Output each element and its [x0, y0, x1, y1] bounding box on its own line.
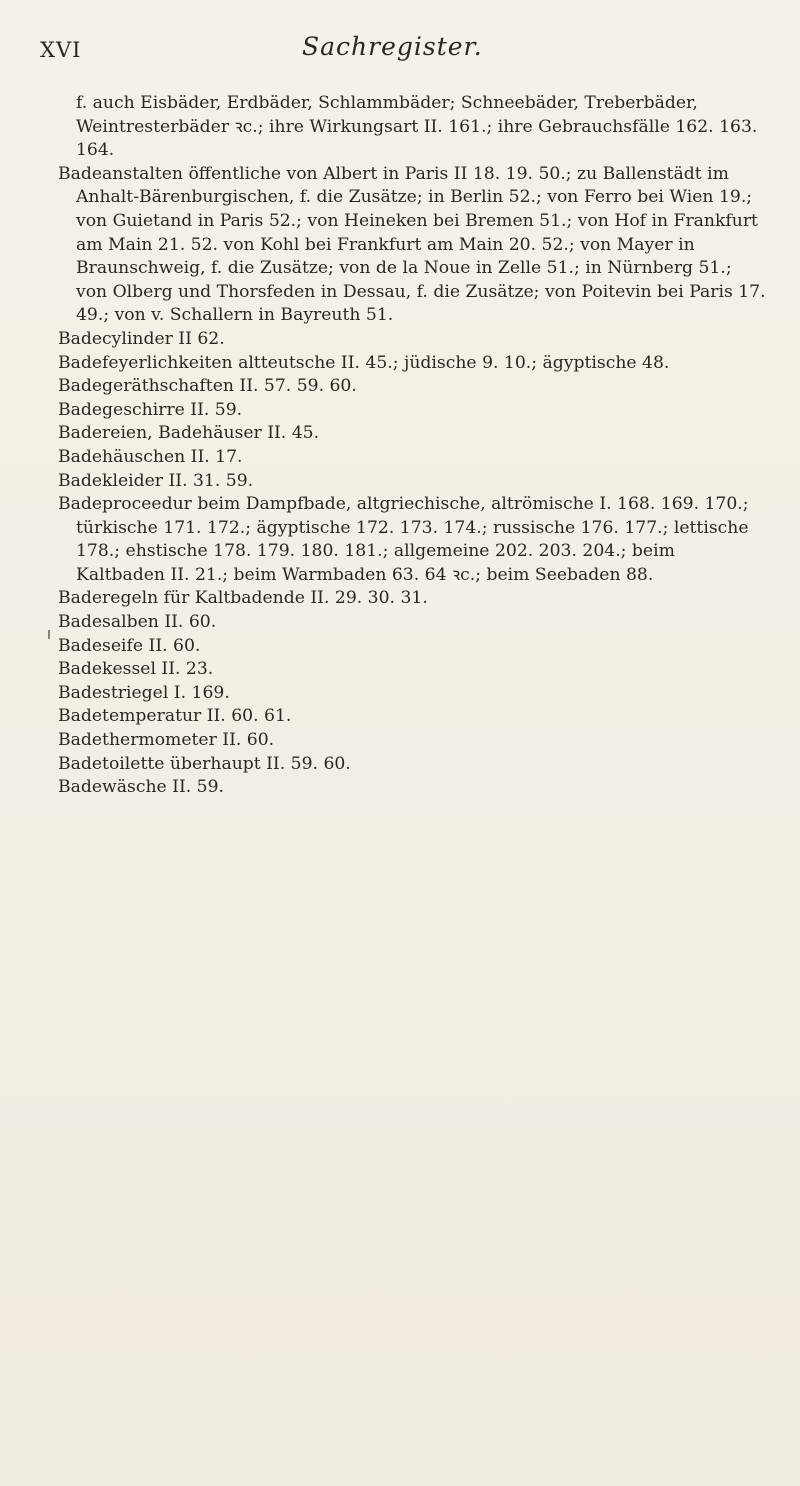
- index-entry: Badethermometer II. 60.: [58, 730, 275, 751]
- margin-mark: [48, 630, 50, 639]
- page-header: [40, 28, 760, 68]
- index-entry: Badekleider II. 31. 59.: [58, 470, 254, 491]
- index-entry: Badestriegel I. 169.: [58, 682, 230, 703]
- index-entry: Badehäuschen II. 17.: [58, 446, 243, 467]
- index-entry: Badereien, Badehäuser II. 45.: [58, 423, 320, 444]
- index-entry: Badetoilette überhaupt II. 59. 60.: [58, 753, 351, 774]
- index-entry: Badesalben II. 60.: [58, 612, 217, 633]
- index-entry: Badeproceedur beim Dampfbade, altgriechische, altrömische I. 168. 169. 170.; türkische 171. 172.; ägyptische 172. 173. 174.; russische 176. 177.; lettische 178.; ehstische 178. 179. 180. 181.; allgemeine 202. 203. 204.; beim Kaltbaden II. 21.; beim Warmbaden 63. 64 ꝛc.; beim Seebaden 88.: [58, 494, 749, 585]
- index-entry: Badeseife II. 60.: [58, 635, 201, 656]
- index-entry: Badetemperatur II. 60. 61.: [58, 706, 292, 727]
- page-number: XVI: [40, 38, 82, 62]
- index-entry: f. auch Eisbäder, Erdbäder, Schlammbäder; Schneebäder, Treberbäder, Weintresterbäder ꝛc.; ihre Wirkungsart II. 161.; ihre Gebrauchsfälle 162. 163. 164.: [76, 93, 758, 161]
- index-entry: Badewäsche II. 59.: [58, 777, 225, 798]
- index-entry: Badecylinder II 62.: [58, 328, 225, 349]
- index-entry: Badegeschirre II. 59.: [58, 399, 243, 420]
- index-entry: Baderegeln für Kaltbadende II. 29. 30. 31.: [58, 588, 428, 609]
- index-entry: Badekessel II. 23.: [58, 659, 214, 680]
- index-entry: Badeanstalten öffentliche von Albert in Paris II 18. 19. 50.; zu Ballenstädt im Anhalt-Bärenburgischen, f. die Zusätze; in Berlin 52.; von Ferro bei Wien 19.; von Guietand in Paris 52.; von Heineken bei Bremen 51.; von Hof in Frankfurt am Main 21. 52. von Kohl bei Frankfurt am Main 20. 52.; von Mayer in Braunschweig, f. die Zusätze; von de la Noue in Zelle 51.; in Nürnberg 51.; von Olberg und Thorsfeden in Dessau, f. die Zusätze; von Poitevin bei Paris 17. 49.; von v. Schallern in Bayreuth 51.: [58, 163, 766, 326]
- index-entries: [58, 92, 766, 800]
- index-entry: Badefeyerlichkeiten altteutsche II. 45.; jüdische 9. 10.; ägyptische 48.: [58, 352, 670, 373]
- index-entry: Badegeräthschaften II. 57. 59. 60.: [58, 376, 357, 397]
- running-title: Sachregister.: [302, 32, 483, 61]
